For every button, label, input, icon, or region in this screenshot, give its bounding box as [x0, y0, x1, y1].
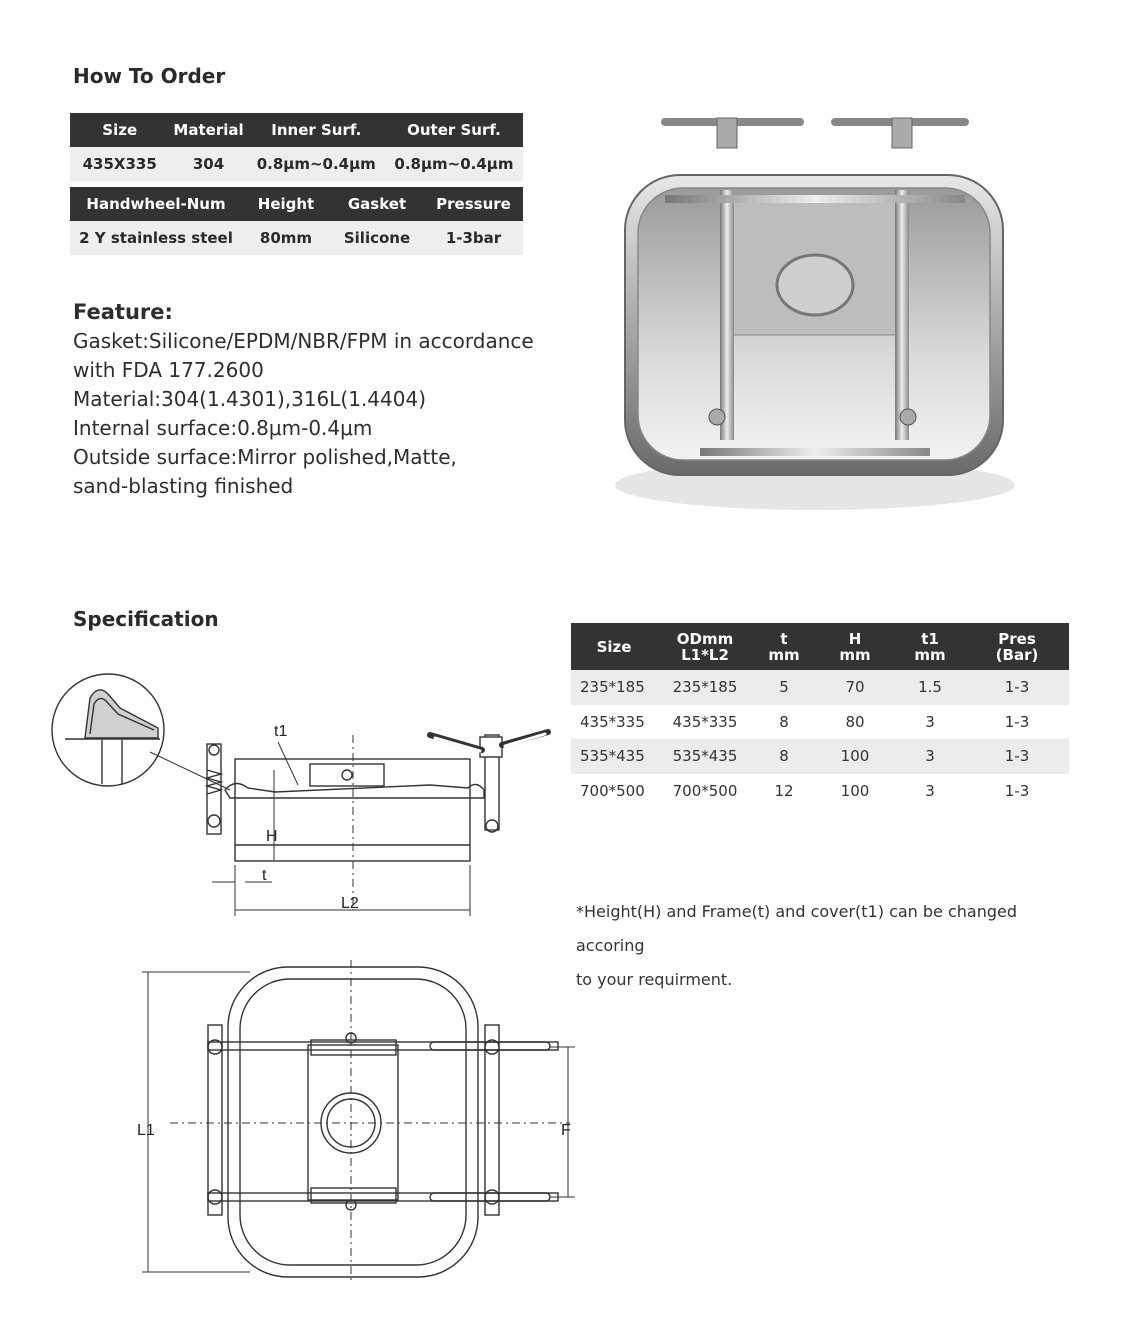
table-row — [571, 670, 1069, 705]
cell-pressure: 1-3bar — [424, 221, 523, 255]
table-header-row — [571, 623, 1069, 670]
cell: 1-3 — [965, 670, 1069, 705]
cell-material: 304 — [169, 147, 247, 181]
label-l1: L1 — [137, 1122, 155, 1139]
table-header-row — [70, 113, 523, 147]
cell: 1.5 — [895, 670, 965, 705]
cell: 100 — [840, 781, 870, 800]
feature-line: Gasket:Silicone/EPDM/NBR/FPM in accordance — [73, 329, 534, 353]
cell-outer-surf: 0.8μm~0.4μm — [385, 147, 523, 181]
header-t1: t1 mm — [895, 623, 965, 670]
header-handwheel-num: Handwheel-Num — [70, 187, 242, 221]
feature-block — [73, 298, 553, 501]
cell: 3 — [895, 739, 965, 774]
header-od: ODmm L1*L2 — [657, 623, 753, 670]
top-view-drawing — [130, 960, 580, 1285]
table-row — [571, 705, 1069, 740]
table-row — [571, 739, 1069, 774]
header-t: t mm — [753, 623, 815, 670]
cell: 700*500 — [580, 781, 645, 800]
header-gasket: Gasket — [330, 187, 424, 221]
feature-line: Outside surface:Mirror polished,Matte, — [73, 445, 457, 469]
cell: 235*185 — [571, 670, 657, 705]
header-height: Height — [242, 187, 330, 221]
cell: 70 — [815, 670, 895, 705]
how-to-order-title: How To Order — [73, 64, 226, 88]
cell: 3 — [925, 712, 935, 731]
label-f: F — [561, 1122, 571, 1139]
note-line: *Height(H) and Frame(t) and cover(t1) can be changed accoring — [576, 902, 1018, 955]
cell: 535*435 — [571, 739, 657, 774]
cell-height: 80mm — [242, 221, 330, 255]
header-outer-surf: Outer Surf. — [385, 113, 523, 147]
cell: 1-3 — [1004, 781, 1030, 800]
table-row — [571, 774, 1069, 809]
header-inner-surf: Inner Surf. — [248, 113, 385, 147]
feature-title: Feature: — [73, 300, 173, 324]
cell-gasket: Silicone — [330, 221, 424, 255]
order-table-2 — [70, 187, 523, 255]
header-pressure: Pressure — [424, 187, 523, 221]
header-size: Size — [571, 623, 657, 670]
cell: 12 — [774, 781, 794, 800]
cell: 8 — [779, 712, 789, 731]
cell: 100 — [815, 739, 895, 774]
header-pressure: Pres (Bar) — [965, 623, 1069, 670]
cell-size: 435X335 — [70, 147, 169, 181]
cell-inner-surf: 0.8μm~0.4μm — [248, 147, 385, 181]
specification-table — [571, 623, 1069, 808]
header-h: H mm — [815, 623, 895, 670]
cell: 3 — [925, 781, 935, 800]
label-t1: t1 — [274, 723, 288, 740]
cell: 1-3 — [1004, 712, 1030, 731]
cell: 535*435 — [657, 739, 753, 774]
table-row — [70, 221, 523, 255]
cell: 5 — [753, 670, 815, 705]
note-line: to your requirment. — [576, 970, 733, 989]
table-header-row — [70, 187, 523, 221]
side-view-drawing — [50, 660, 560, 925]
feature-line: with FDA 177.2600 — [73, 358, 264, 382]
feature-line: Internal surface:0.8μm-0.4μm — [73, 416, 373, 440]
cell-handwheel-num: 2 Y stainless steel — [70, 221, 242, 255]
feature-line: Material:304(1.4301),316L(1.4404) — [73, 387, 427, 411]
label-l2: L2 — [341, 895, 359, 912]
cell: 80 — [845, 712, 865, 731]
header-material: Material — [169, 113, 247, 147]
label-h: H — [266, 828, 278, 845]
cell: 700*500 — [672, 781, 738, 800]
cell: 235*185 — [657, 670, 753, 705]
cell: 8 — [753, 739, 815, 774]
manhole-product-image — [570, 100, 1070, 540]
header-size: Size — [70, 113, 169, 147]
order-table-1 — [70, 113, 523, 181]
specification-title: Specification — [73, 607, 219, 631]
cell: 1-3 — [965, 739, 1069, 774]
specification-note — [576, 895, 1066, 997]
feature-line: sand-blasting finished — [73, 474, 294, 498]
cell: 435*335 — [580, 712, 645, 731]
label-t: t — [262, 867, 267, 884]
cell: 435*335 — [672, 712, 738, 731]
table-row — [70, 147, 523, 181]
